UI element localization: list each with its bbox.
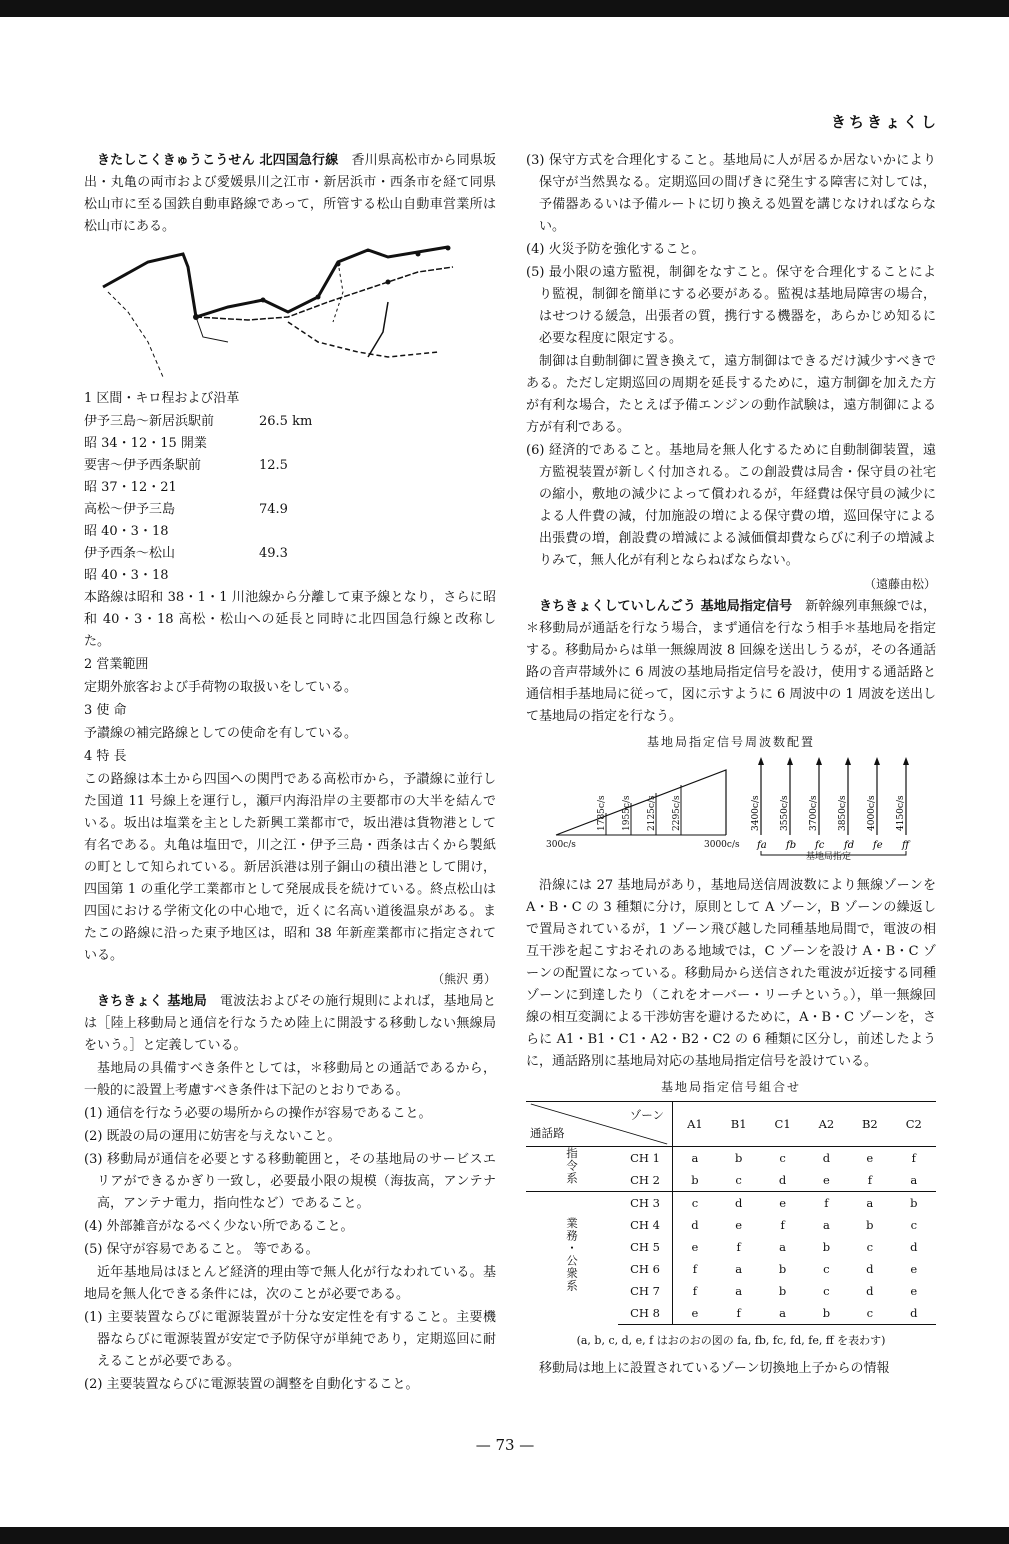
signal-freq-label: 4150c/s [896, 795, 906, 831]
signal-table [526, 1101, 936, 1325]
signal-name-label: ff [902, 840, 910, 851]
condition-item: (5) 保守が容易であること。 等である。 [84, 1242, 319, 1257]
signal-cell: e [823, 1173, 830, 1187]
signal-arrow-head [758, 757, 764, 765]
author-signature: （熊沢 勇） [432, 972, 496, 986]
signal-cell: a [735, 1284, 743, 1298]
signal-arrow-head [787, 757, 793, 765]
unmanned-item: (4) 火災予防を強化すること。 [526, 242, 705, 257]
entry-heading: きちきょく 基地局 [97, 994, 207, 1009]
unmanned-item: (5) 最小限の遠方監視，制御をなすこと。保守を合理化することにより監視，制御を簡単にする必要がある。監視は基地局障害の場合，はせつける緩急，出張者の質，携行する機器を，あらかじめ知るに必要な程度に限定する。 [526, 265, 936, 346]
table-corner [526, 1102, 673, 1147]
ramp-freq-label: 1955c/s [622, 795, 632, 831]
zone-header: C1 [760, 1102, 804, 1147]
corner-channel-label: 通話路 [530, 1126, 565, 1140]
zone-header: B2 [848, 1102, 892, 1147]
table-row [526, 1192, 936, 1215]
route-km: 74.9 [259, 502, 288, 517]
channel-cell: CH 1 [618, 1147, 673, 1170]
entry-body: 香川県高松市から同県坂出・丸亀の両市および愛媛県川之江市・新居浜市・西条市を経て同県松山市に至る国鉄自動車路線であって，所管する松山自動車営業所は松山市にある。 [84, 153, 496, 234]
frequency-diagram [536, 755, 926, 867]
section-3-title: 3 使 命 [84, 703, 127, 718]
signal-cell: e [848, 1147, 892, 1170]
paragraph: 制御は自動制御に置き換えて，遠方制御はできるだけ減少すべきである。ただし定期巡回の周期を延長するために，遠方制御を加えた方が有利な場合，たとえば予備エンジンの動作試験は，遠方制御による方が有利である。 [526, 354, 936, 435]
section-4-body: この路線は本土から四国への関門である高松市から，予讃線に並行した国道 11 号線上を運行し，瀬戸内海沿岸の主要都市の大半を結んでいる。坂出は塩業を主とした新興工業都市で，坂出港は貨物港として有名である。丸亀は塩田で，川之江・伊予三島・西条は古くから製紙の町として知られている。新居浜港は別子銅山の積出港として開け，四国第 1 の重化学工業都市として発展成長を続けている。終点松山は四国における学術文化の中心地で，近くに名高い道後温泉がある。またこの路線に沿った東予地区は，昭和 38 年新産業都市に指定されている。 [84, 772, 496, 963]
table-body [526, 1147, 936, 1325]
section-1-title: 1 区間・キロ程および沿革 [84, 391, 240, 406]
signal-cell: f [780, 1218, 785, 1232]
paragraph: 近年基地局はほとんど経済的理由等で無人化が行なわれている。基地局を無人化できる条件には，次のことが必要である。 [84, 1265, 496, 1302]
signal-cell: e [910, 1284, 918, 1298]
signal-cell: a [779, 1240, 787, 1254]
route-row [84, 543, 496, 565]
route-name: 伊予三島～新居浜駅前 [84, 414, 215, 429]
signal-cell: a [822, 1218, 830, 1232]
route-list [84, 411, 496, 587]
signal-arrow-head [874, 757, 880, 765]
entry-heading: きちきょくしていしんごう 基地局指定信号 [539, 599, 793, 614]
signal-arrows [751, 757, 911, 851]
ramp-freq-label: 2295c/s [672, 795, 682, 831]
author-signature: （遠藤由松） [863, 577, 936, 591]
signal-cell: f [892, 1147, 936, 1170]
signal-cell: f [717, 1302, 761, 1325]
signal-cell: f [805, 1192, 848, 1215]
channel-cell: CH 7 [618, 1280, 673, 1302]
unmanned-item: (3) 保守方式を合理化すること。基地局に人が居るか居ないかにより保守が当然異なる。定期巡回の間げきに発生する障害に対しては，予備器あるいは予備ルートに切り換える処置を講じなければならない。 [526, 153, 936, 234]
signal-cell: f [692, 1284, 698, 1298]
group-cell [526, 1192, 618, 1325]
ramp-freq-label: 2125c/s [647, 795, 657, 831]
group-label: 指令系 [565, 1146, 579, 1185]
zone-header: B1 [717, 1102, 761, 1147]
route-date: 昭 40・3・18 [84, 524, 169, 539]
ramp-start-label: 300c/s [546, 840, 576, 850]
figure-title: 基地局指定信号周波数配置 [646, 735, 815, 749]
channel-cell: CH 6 [618, 1258, 673, 1280]
signal-cell: c [735, 1173, 742, 1187]
entry-body: 新幹線列車無線では，＊移動局が通話を行なう場合，まず通信を行なう相手＊基地局を指定する。移動局からは単一無線周波 8 回線を送出しうるが，その各通話路の音声帯域外に 6 周波の基地局指定信号を設け，使用する通話路と通信相手基地局に従って，図に示すように 6 周波中の 1 周波を送出して基地局の指定を行なう。 [526, 599, 936, 724]
signal-cell: a [760, 1302, 804, 1325]
channel-cell: CH 5 [618, 1236, 673, 1258]
signal-cell: b [892, 1192, 936, 1215]
signal-cell: b [778, 1262, 787, 1276]
ramp-end-label: 3000c/s [704, 840, 740, 850]
route-km: 12.5 [259, 458, 288, 473]
signal-name-label: fd [844, 840, 855, 851]
route-date: 昭 34・12・15 開業 [84, 436, 207, 451]
condition-item: (4) 外部雑音がなるべく少ない所であること。 [84, 1219, 354, 1234]
group-cell [526, 1147, 618, 1192]
zone-header: A1 [673, 1102, 717, 1147]
signal-cell: f [736, 1240, 741, 1254]
section-4-title: 4 特 長 [84, 749, 127, 764]
zone-header: C2 [892, 1102, 936, 1147]
signal-freq-label: 3400c/s [751, 795, 761, 831]
route-map [88, 242, 468, 382]
signal-cell: e [673, 1302, 717, 1325]
signal-arrow-head [845, 757, 851, 765]
signal-cell: b [822, 1240, 831, 1254]
signal-name-label: fe [873, 840, 883, 851]
signal-cell: d [910, 1240, 918, 1254]
right-column [526, 150, 936, 1381]
running-head: きちきょくし [830, 113, 939, 131]
unmanned-item: (6) 経済的であること。基地局を無人化するために自動制御装置，遠方監視装置が新しく付加される。この創設費は局舎・保守員の社宅の縮小，敷地の減少によって償われるが，年経費は保守員の減少による人件費の減，付加施設の増による保守費の増，巡回保守による出張費の増，創設費の増減による減価償却費ならびに利子の増減よりみて，無人化が有利とならねばならない。 [526, 443, 936, 568]
signal-name-label: fb [786, 840, 797, 851]
signal-cell: d [778, 1173, 787, 1187]
entry-kitashikoku [84, 150, 496, 238]
signal-cell: d [866, 1262, 874, 1276]
ramp-freq-label: 1785c/s [597, 795, 607, 831]
section-3-body: 予讃線の補完路線としての使命を有している。 [84, 726, 358, 741]
route-row [84, 499, 496, 521]
signal-cell: e [760, 1192, 804, 1215]
channel-cell: CH 8 [618, 1302, 673, 1325]
zone-header: A2 [805, 1102, 848, 1147]
signal-cell: c [823, 1262, 830, 1276]
route-row [84, 455, 496, 477]
condition-item: (1) 通信を行なう必要の場所からの操作が容易であること。 [84, 1106, 432, 1121]
page-number: — 73 — [475, 1436, 535, 1454]
signal-cell: e [910, 1262, 918, 1276]
signal-cell: a [673, 1147, 717, 1170]
signal-freq-label: 4000c/s [867, 795, 877, 831]
signal-cell: c [673, 1192, 717, 1215]
signal-cell: b [717, 1147, 761, 1170]
signal-name-label: fc [815, 840, 825, 851]
signal-cell: f [692, 1262, 698, 1276]
route-km: 26.5 km [259, 414, 313, 429]
signal-cell: c [910, 1218, 918, 1232]
signal-cell: c [866, 1240, 874, 1254]
route-name: 伊予西条～松山 [84, 546, 176, 561]
condition-item: (3) 移動局が通信を必要とする移動範囲と，その基地局のサービスエリアができるかぎり一致し，必要最小限の規模（海抜高，アンテナ高，アンテナ電力，指向性など）であること。 [84, 1152, 496, 1211]
route-km: 49.3 [259, 546, 288, 561]
signal-cell: d [892, 1302, 936, 1325]
signal-cell: b [866, 1218, 874, 1232]
signal-arrow-head [903, 757, 909, 765]
route-name: 高松～伊予三島 [84, 502, 176, 517]
left-column [84, 150, 496, 1397]
top-border [0, 0, 1009, 17]
entry-kichikyoku-shitei [526, 596, 936, 728]
unmanned-item: (2) 主要装置ならびに電源装置の調整を自動化すること。 [84, 1377, 419, 1392]
signal-name-label: fa [757, 840, 767, 851]
section-2-title: 2 営業範囲 [84, 657, 149, 672]
bottom-border [0, 1527, 1009, 1544]
signal-cell: a [848, 1192, 892, 1215]
channel-cell: CH 2 [618, 1169, 673, 1192]
route-date: 昭 40・3・18 [84, 568, 169, 583]
channel-cell: CH 4 [618, 1214, 673, 1236]
signal-cell: d [717, 1192, 761, 1215]
signal-cell: a [735, 1262, 743, 1276]
signal-cell: d [866, 1284, 874, 1298]
group-label: 業務・公衆系 [565, 1217, 579, 1293]
condition-item: (2) 既設の局の運用に妨害を与えないこと。 [84, 1129, 341, 1144]
route-name: 要害～伊予西条駅前 [84, 458, 202, 473]
bracket-label: 基地局指定 [806, 852, 852, 862]
signal-cell: a [910, 1173, 918, 1187]
signal-cell: b [778, 1284, 787, 1298]
channel-cell: CH 3 [618, 1192, 673, 1215]
corner-zone-label: ゾーン [629, 1108, 664, 1122]
entry-heading: きたしこくきゅうこうせん 北四国急行線 [97, 153, 339, 168]
table-title: 基地局指定信号組合せ [660, 1080, 801, 1094]
section-2-body: 定期外旅客および手荷物の取扱いをしている。 [84, 680, 358, 695]
signal-cell: d [691, 1218, 699, 1232]
signal-cell: c [848, 1302, 892, 1325]
table-row [526, 1147, 936, 1170]
signal-cell: d [805, 1147, 848, 1170]
signal-cell: e [691, 1240, 699, 1254]
paragraph: 沿線には 27 基地局があり，基地局送信周波数により無線ゾーンを A・B・C の 3 種類に分け，原則として A ゾーン，B ゾーンの繰返しで置局されているが，1 ゾーン飛び越した同種基地局間で，電波の相互干渉を起こすおそれのある地域では，C ゾーンを設け A・B・C ゾーンの配置になっている。移動局から送信された電波が近接する同種ゾーンに到達したり（これをオーバー・リーチという。），単一無線回線の相互変調による干渉妨害を避けるために，A・B・C ゾーンを，さらに A1・B1・C1・A2・B2・C2 の 6 種類に区分し，前述したように，通話路別に基地局対応の基地局指定信号を設けている。 [526, 878, 936, 1069]
entry-kichikyoku [84, 991, 496, 1057]
signal-cell: b [691, 1173, 699, 1187]
signal-cell: c [760, 1147, 804, 1170]
signal-cell: c [823, 1284, 830, 1298]
signal-freq-label: 3850c/s [838, 795, 848, 831]
route-row [84, 411, 496, 433]
signal-freq-label: 3700c/s [809, 795, 819, 831]
signal-freq-label: 3550c/s [780, 795, 790, 831]
signal-cell: e [735, 1218, 743, 1232]
signal-arrow-head [816, 757, 822, 765]
unmanned-item: (1) 主要装置ならびに電源装置が十分な安定性を有すること。主要機器ならびに電源装置が安定で予防保守が単純であり，定期巡回に耐えることが必要である。 [84, 1310, 496, 1369]
section-1-body: 本路線は昭和 38・1・1 川池線から分離して東予線となり，さらに昭和 40・3・18 高松・松山への延長と同時に北四国急行線と改称した。 [84, 590, 496, 649]
signal-cell: f [867, 1173, 872, 1187]
entry-body: 電波法およびその施行規則によれば，基地局とは［陸上移動局と通信を行なうため陸上に開設する移動しない無線局をいう。］と定義している。 [84, 994, 496, 1053]
paragraph: 基地局の具備すべき条件としては，＊移動局との通話であるから，一般的に設置上考慮すべき条件は下記のとおりである。 [84, 1061, 496, 1098]
paragraph: 移動局は地上に設置されているゾーン切換地上子からの情報 [539, 1361, 890, 1376]
route-date: 昭 37・12・21 [84, 480, 177, 495]
table-note: (a, b, c, d, e, f はおのおの図の fa, fb, fc, fd, fe, ff を表わす) [576, 1334, 886, 1347]
signal-cell: b [805, 1302, 848, 1325]
